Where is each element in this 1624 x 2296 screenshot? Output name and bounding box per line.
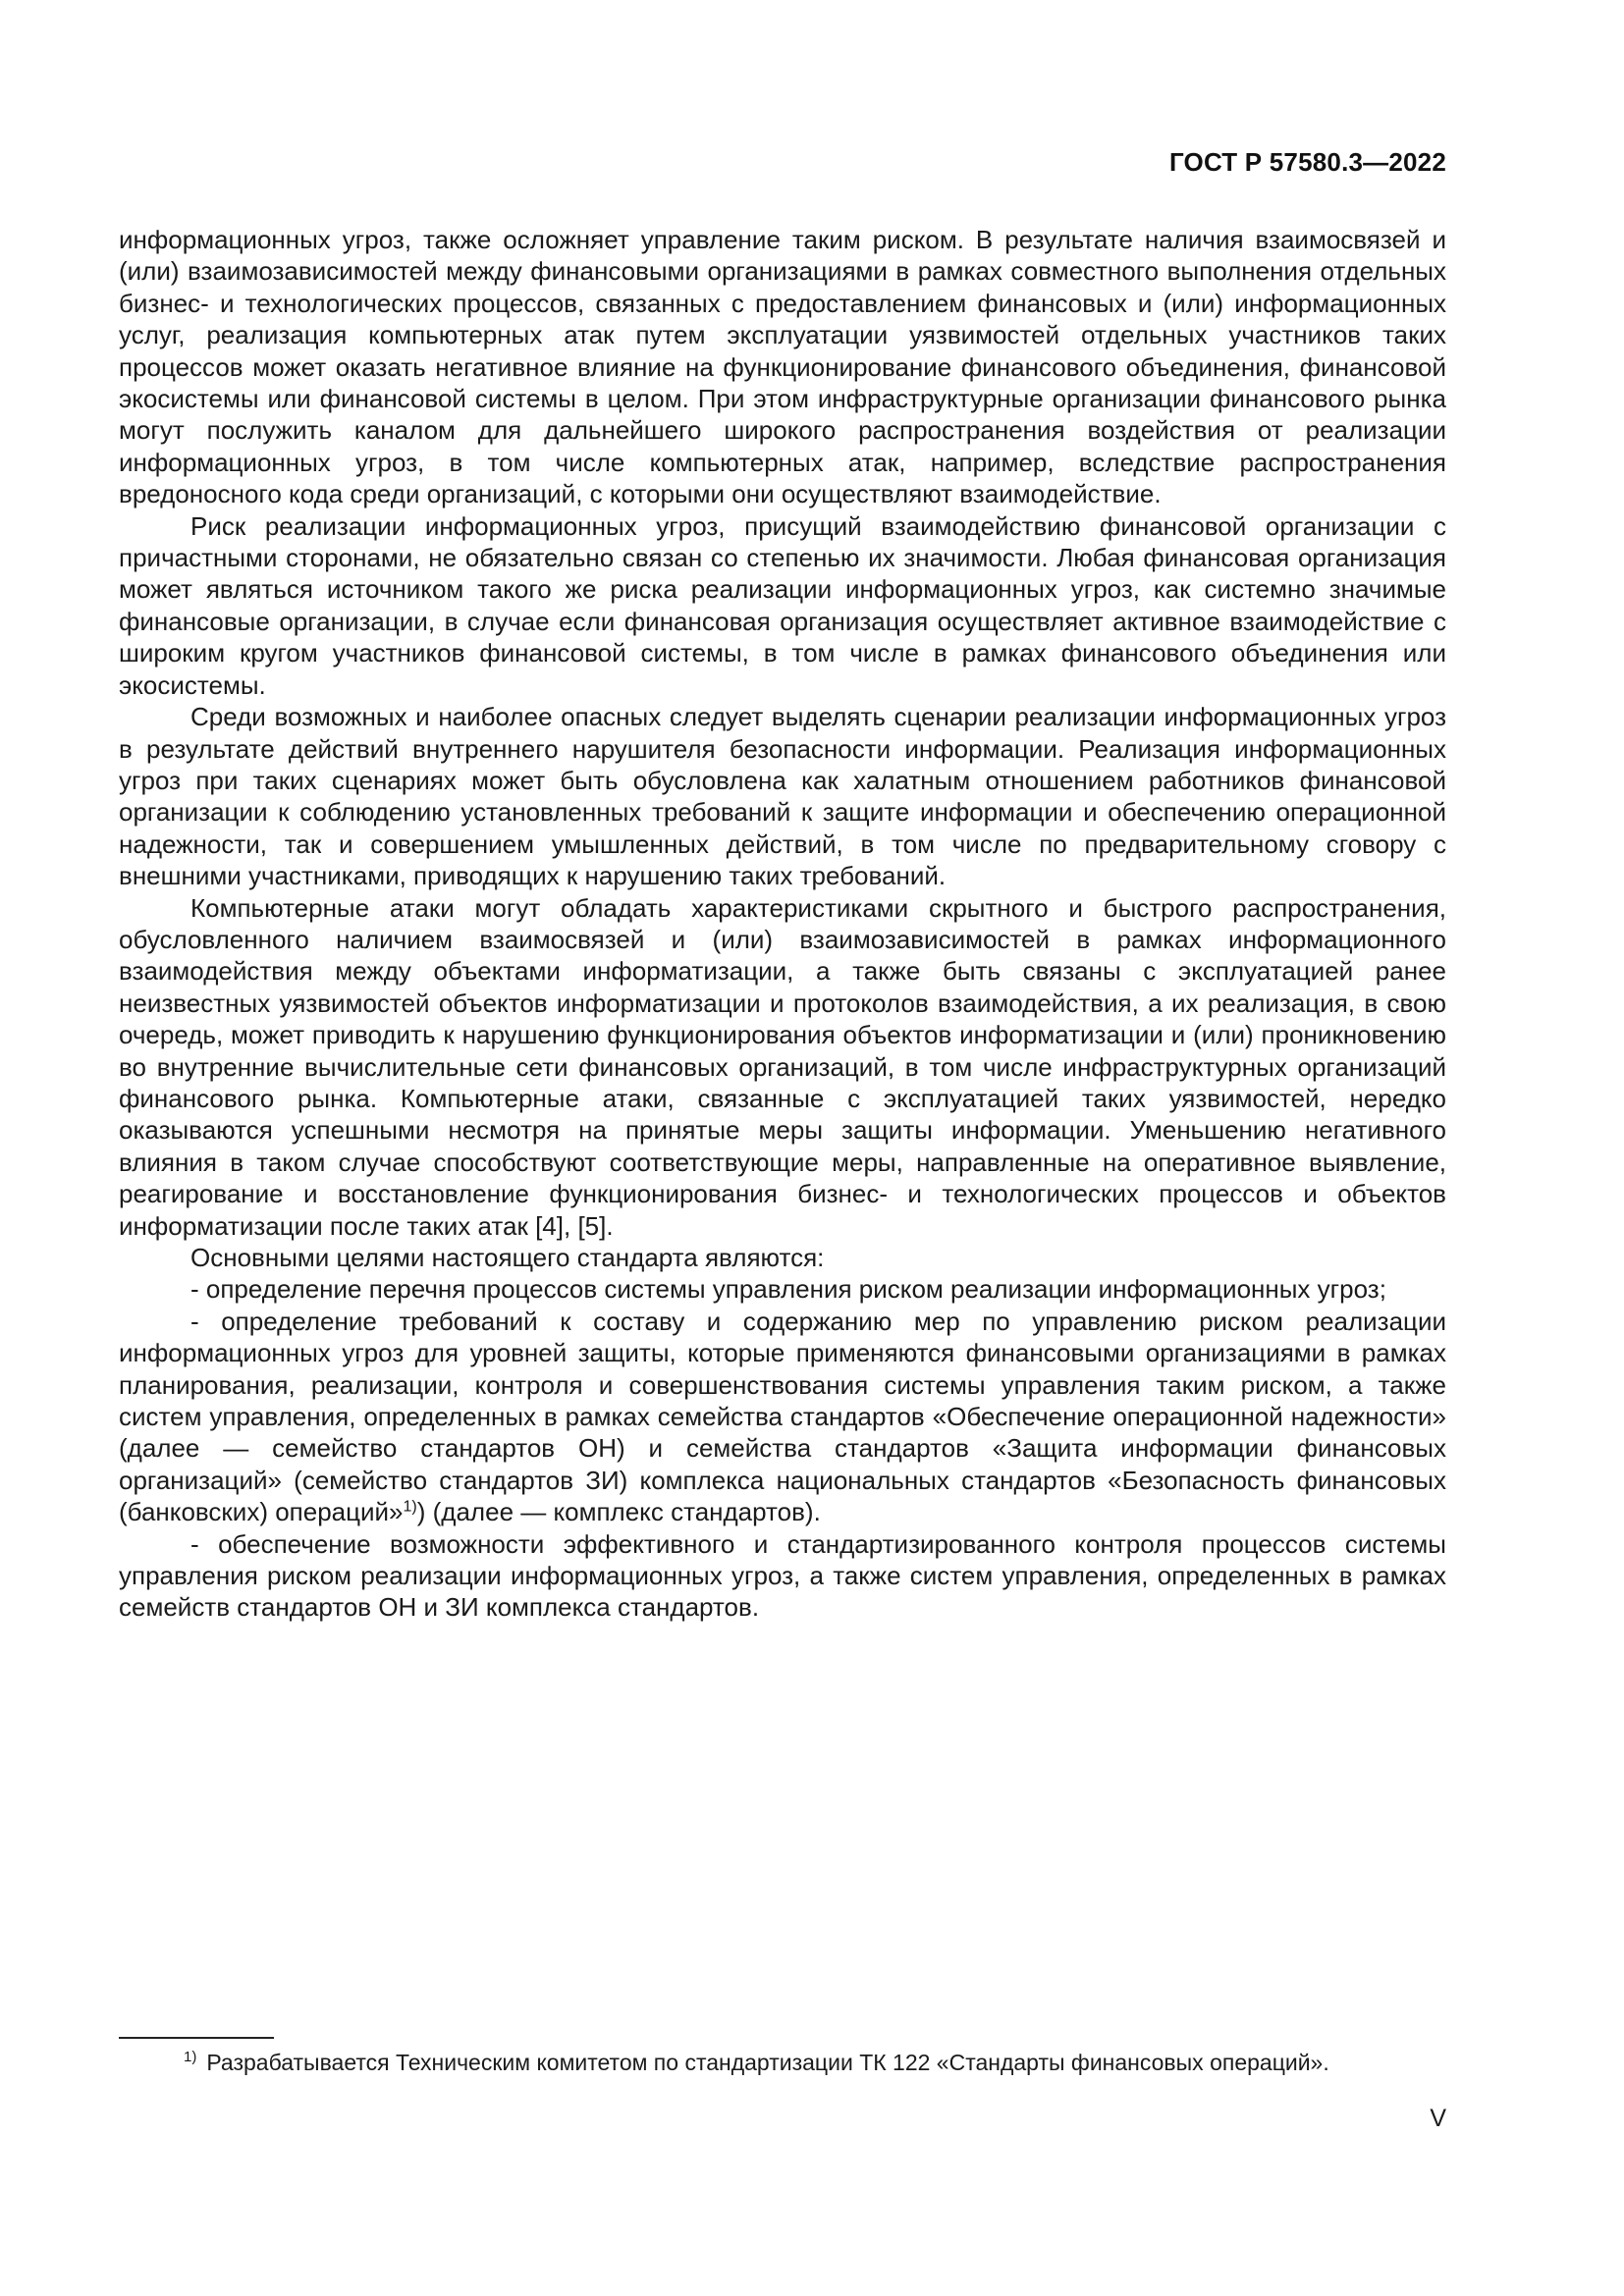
main-body-text bbox=[119, 224, 1446, 1624]
footnote-marker: 1) bbox=[184, 2049, 197, 2066]
paragraph-computer-attacks: Компьютерные атаки могут обладать характеристиками скрытного и быстрого распространения, обусловленного наличием взаимосвязей и (или) взаимозависимостей в рамках информационного взаимодействия между объектами информатизации, а также быть связаны с эксплуатацией ранее неизвестных уязвимостей объектов информатизации и протоколов взаимодействия, а их реализация, в свою очередь, может приводить к нарушению функционирования объектов информатизации и (или) проникновению во внутренние вычислительные сети финансовых организаций, в том числе инфраструктурных организаций финансового рынка. Компьютерные атаки, связанные с эксплуатацией таких уязвимостей, нередко оказываются успешными несмотря на принятые меры защиты информации. Уменьшению негативного влияния в таком случае способствуют соответствующие меры, направленные на оперативное выявление, реагирование и восстановление функционирования бизнес- и технологических процессов и объектов информатизации после таких атак [4], [5]. bbox=[119, 892, 1446, 1241]
page-number: V bbox=[1430, 2105, 1446, 2132]
paragraph-continuation: информационных угроз, также осложняет управление таким риском. В результате наличия взаимосвязей и (или) взаимозависимостей между финансовыми организациями в рамках совместного выполнения отдельных бизнес- и технологических процессов, связанных с предоставлением финансовых и (или) информационных услуг, реализация компьютерных атак путем эксплуатации уязвимостей отдельных участников таких процессов может оказать негативное влияние на функционирование финансового объединения, финансовой экосистемы или финансовой системы в целом. При этом инфраструктурные организации финансового рынка могут послужить каналом для дальнейшего широкого распространения воздействия от реализации информационных угроз, в том числе компьютерных атак, например, вследствие распространения вредоносного кода среди организаций, с которыми они осуществляют взаимодействие. bbox=[119, 225, 1446, 509]
footnote-reference[interactable]: 1) bbox=[403, 1498, 417, 1516]
goal-requirements-text: - определение требований к составу и содержанию мер по управлению риском реализации информационных угроз для уровней защиты, которые применяются финансовыми организациями в рамках планирования, реализации, контроля и совершенствования системы управления таким риском, а также систем управления, определенных в рамках семейства стандартов «Обеспечение операционной надежности» (далее — семейство стандартов ОН) и семейства стандартов «Защита информации финансовых организаций» (семейство стандартов ЗИ) комплекса национальных стандартов «Безопасность финансовых (банковских) операций» bbox=[119, 1306, 1446, 1527]
paragraph-risk-interaction: Риск реализации информационных угроз, присущий взаимодействию финансовой организации с причастными сторонами, не обязательно связан со степенью их значимости. Любая финансовая организация может являться источником такого же риска реализации информационных угроз, как системно значимые финансовые организации, в случае если финансовая организация осуществляет активное взаимодействие с широким кругом участников финансовой системы, в том числе в рамках финансового объединения или экосистемы. bbox=[119, 510, 1446, 700]
footnote-separator bbox=[119, 2037, 274, 2039]
footnote-text: Разрабатывается Техническим комитетом по стандартизации ТК 122 «Стандарты финансовых операций». bbox=[206, 2050, 1329, 2075]
goal-requirements-tail: ) (далее — комплекс стандартов). bbox=[416, 1497, 821, 1527]
goal-item-requirements bbox=[119, 1306, 1446, 1528]
goal-item-process-list: - определение перечня процессов системы управления риском реализации информационных угроз; bbox=[190, 1274, 1386, 1305]
paragraph-goals-intro: Основными целями настоящего стандарта являются: bbox=[190, 1243, 825, 1272]
footnote bbox=[119, 2048, 1446, 2077]
paragraph-internal-violator: Среди возможных и наиболее опасных следует выделять сценарии реализации информационных угроз в результате действий внутреннего нарушителя безопасности информации. Реализация информационных угроз при таких сценариях может быть обусловлена как халатным отношением работников финансовой организации к соблюдению установленных требований к защите информации и обеспечению операционной надежности, так и совершением умышленных действий, в том числе по предварительному сговору с внешними участниками, приводящих к нарушению таких требований. bbox=[119, 702, 1446, 891]
document-code-header: ГОСТ Р 57580.3—2022 bbox=[1168, 147, 1446, 177]
goal-item-control: - обеспечение возможности эффективного и стандартизированного контроля процессов системы управления риском реализации информационных угроз, а также систем управления, определенных в рамках семейств стандартов ОН и ЗИ комплекса стандартов. bbox=[119, 1528, 1446, 1623]
